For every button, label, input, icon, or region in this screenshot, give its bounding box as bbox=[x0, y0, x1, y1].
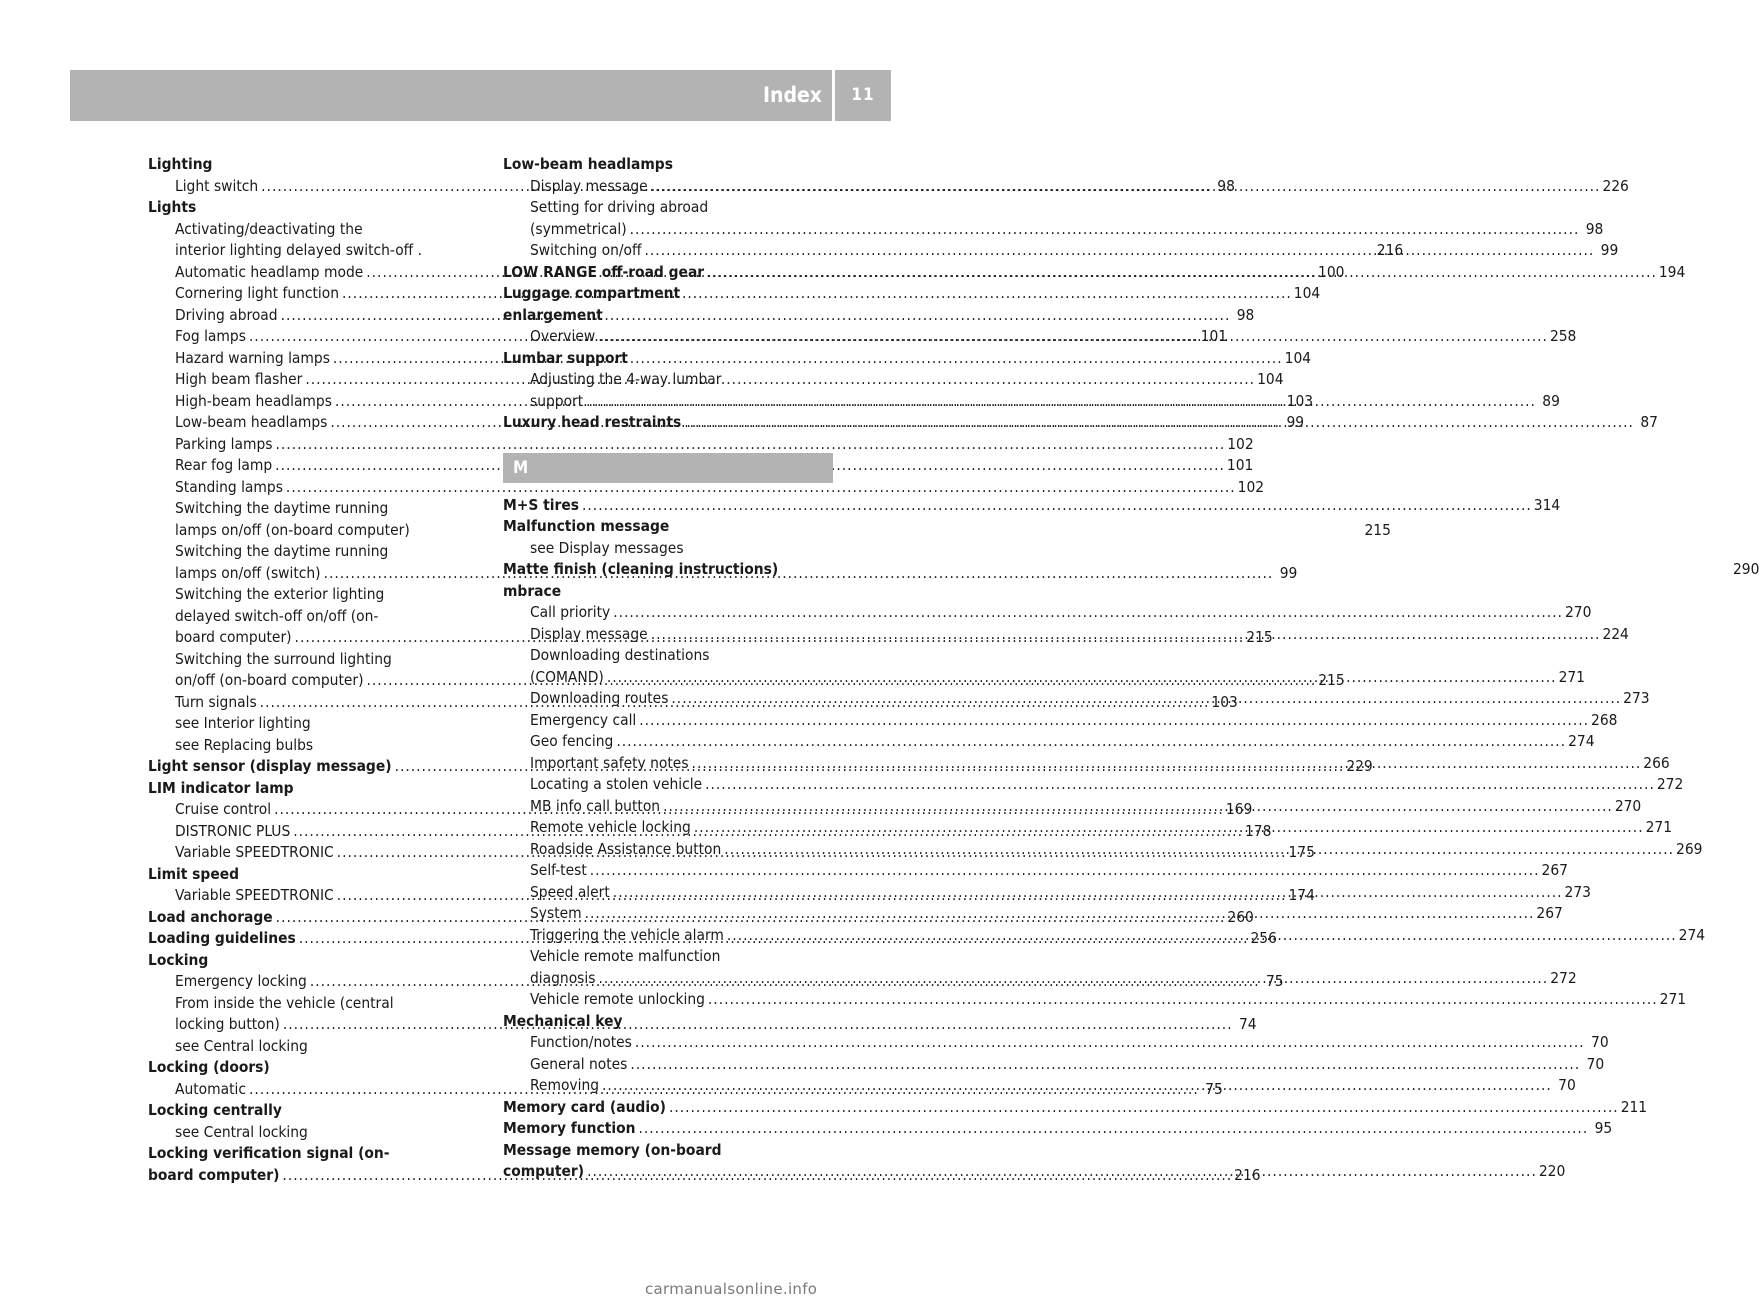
page-reference: 216 bbox=[1234, 1165, 1261, 1184]
index-subentry bbox=[503, 1054, 1605, 1076]
index-subentry bbox=[503, 989, 1687, 1011]
entry-text: Load anchorage bbox=[148, 907, 273, 926]
entry-text: MB info call button bbox=[530, 796, 661, 815]
index-line bbox=[148, 219, 478, 241]
dot-leader bbox=[590, 860, 1540, 882]
page-number: 11 bbox=[851, 85, 875, 105]
index-subentry bbox=[503, 1032, 1609, 1054]
index-subentry bbox=[503, 774, 1684, 796]
index-line bbox=[148, 950, 478, 972]
page-reference: 70 bbox=[1558, 1076, 1576, 1094]
entry-text: Downloading destinations bbox=[530, 646, 710, 664]
dot-leader bbox=[616, 731, 1566, 753]
index-line bbox=[148, 778, 478, 800]
index-line bbox=[148, 713, 478, 735]
index-entry bbox=[148, 1100, 478, 1122]
page-reference: 266 bbox=[1643, 753, 1670, 772]
entry-text: DISTRONIC PLUS bbox=[175, 821, 291, 840]
dot-leader bbox=[684, 412, 1634, 434]
entry-text: Function/notes bbox=[530, 1033, 632, 1051]
index-subentry bbox=[503, 860, 1568, 882]
page-reference: 271 bbox=[1558, 667, 1585, 686]
page-reference: 272 bbox=[1550, 968, 1577, 987]
entry-text: Locking verification signal (on- bbox=[148, 1144, 390, 1162]
entry-text: Geo fencing bbox=[530, 732, 614, 750]
entry-text: General notes bbox=[530, 1054, 628, 1073]
entry-text: see Interior lighting bbox=[175, 714, 311, 732]
index-line bbox=[148, 1100, 478, 1122]
index-line bbox=[148, 498, 478, 520]
page-reference: 101 bbox=[1200, 327, 1228, 345]
entry-text: Emergency locking bbox=[175, 972, 307, 990]
index-line bbox=[148, 649, 478, 671]
dot-leader bbox=[645, 240, 1595, 262]
entry-text: see Display messages bbox=[530, 538, 684, 557]
entry-text: mbrace bbox=[503, 581, 562, 600]
index-line bbox=[503, 602, 1592, 624]
index-subentry bbox=[503, 731, 1595, 753]
entry-text: Driving abroad bbox=[175, 305, 278, 324]
index-line bbox=[148, 154, 478, 176]
page-reference: 99 bbox=[1279, 563, 1298, 582]
dot-leader bbox=[639, 710, 1589, 732]
index-subentry bbox=[503, 538, 833, 560]
entry-text: Display message bbox=[530, 624, 648, 643]
entry-text: Mechanical key bbox=[503, 1011, 623, 1030]
entry-text: Variable SPEEDTRONIC bbox=[175, 843, 334, 861]
entry-text: (symmetrical) bbox=[530, 219, 627, 238]
index-entry bbox=[503, 581, 833, 603]
index-line bbox=[503, 369, 833, 391]
entry-text: Vehicle remote unlocking bbox=[530, 990, 705, 1008]
index-subentry bbox=[148, 455, 1254, 477]
index-line bbox=[503, 495, 1561, 517]
page-reference: 194 bbox=[1658, 262, 1686, 281]
index-line bbox=[148, 477, 1265, 499]
page-reference: 75 bbox=[1205, 1079, 1223, 1098]
dot-leader bbox=[707, 262, 1657, 284]
dot-leader bbox=[663, 796, 1613, 818]
index-entry bbox=[148, 950, 478, 972]
page-reference: 75 bbox=[1265, 972, 1284, 990]
entry-text: Roadside Assistance button bbox=[530, 839, 722, 858]
entry-text: Switching the daytime running bbox=[175, 499, 389, 517]
index-line bbox=[503, 283, 833, 305]
page-reference: 267 bbox=[1541, 861, 1568, 879]
index-line bbox=[503, 1118, 1613, 1140]
page-title: Index bbox=[762, 83, 822, 107]
entry-text: Speed alert bbox=[530, 882, 610, 901]
entry-text: Memory card (audio) bbox=[503, 1097, 666, 1116]
page-reference: 258 bbox=[1549, 327, 1577, 345]
entry-text: Lumbar support bbox=[503, 348, 628, 367]
entry-text: Parking lamps bbox=[175, 434, 273, 453]
entry-text: Malfunction message bbox=[503, 517, 670, 535]
index-line bbox=[148, 864, 478, 886]
index-line bbox=[148, 1143, 478, 1165]
entry-text: M+S tires bbox=[503, 495, 580, 514]
entry-text: Standing lamps bbox=[175, 477, 283, 496]
dot-leader bbox=[602, 1075, 1552, 1097]
page-reference: 256 bbox=[1250, 929, 1277, 947]
index-entry bbox=[503, 516, 833, 538]
index-entry bbox=[148, 778, 478, 800]
entry-text: Luggage compartment bbox=[503, 284, 681, 302]
entry-text: Hazard warning lamps bbox=[175, 348, 330, 367]
entry-text: Variable SPEEDTRONIC bbox=[175, 886, 334, 904]
entry-text: Setting for driving abroad bbox=[530, 198, 709, 216]
index-line bbox=[503, 989, 1687, 1011]
index-line bbox=[503, 348, 833, 370]
entry-text: Loading guidelines bbox=[148, 929, 296, 947]
entry-text: High beam flasher bbox=[175, 370, 303, 388]
index-line bbox=[503, 581, 833, 603]
index-line bbox=[503, 645, 833, 667]
page-reference: 224 bbox=[1602, 624, 1629, 643]
entry-text: enlargement bbox=[503, 305, 603, 324]
page-reference: 103 bbox=[1211, 692, 1238, 711]
index-subentry bbox=[148, 713, 478, 735]
entry-text: board computer) bbox=[148, 1165, 280, 1184]
entry-text: Cornering light function bbox=[175, 284, 340, 302]
index-subentry bbox=[503, 197, 1604, 240]
page-reference: 98 bbox=[1217, 176, 1235, 195]
entry-text: System bbox=[530, 904, 582, 922]
index-line bbox=[503, 1011, 833, 1033]
dot-leader bbox=[598, 968, 1548, 990]
entry-text: delayed switch-off on/off (on- bbox=[175, 606, 379, 625]
page-reference: 178 bbox=[1244, 821, 1272, 840]
page-reference: 274 bbox=[1568, 732, 1595, 750]
page-reference: 104 bbox=[1284, 348, 1312, 367]
page-reference: 271 bbox=[1645, 818, 1673, 836]
dot-leader bbox=[613, 882, 1563, 904]
entry-text: Activating/deactivating the bbox=[175, 219, 363, 238]
entry-text: Self-test bbox=[530, 861, 587, 879]
entry-text: Locking bbox=[148, 950, 209, 969]
page-reference: 229 bbox=[1346, 757, 1373, 775]
dot-leader bbox=[708, 989, 1658, 1011]
dot-leader bbox=[630, 219, 1580, 241]
entry-text: Important safety notes bbox=[530, 753, 689, 772]
entry-text: LOW RANGE off-road gear bbox=[503, 262, 705, 281]
page-reference: 174 bbox=[1288, 886, 1315, 904]
index-line bbox=[503, 1054, 1605, 1076]
entry-text: Triggering the vehicle alarm bbox=[530, 925, 724, 944]
entry-text: Low-beam headlamps bbox=[175, 413, 328, 431]
index-entry bbox=[503, 1118, 1613, 1140]
index-line bbox=[503, 1097, 1648, 1119]
entry-text: Light sensor (display message) bbox=[148, 757, 392, 775]
entry-text: see Replacing bulbs bbox=[175, 735, 314, 754]
dot-leader bbox=[635, 1032, 1585, 1054]
dot-leader bbox=[613, 602, 1563, 624]
dot-leader bbox=[671, 688, 1621, 710]
page-reference: 220 bbox=[1538, 1162, 1566, 1180]
dot-leader bbox=[692, 753, 1642, 775]
entry-text: Emergency call bbox=[530, 710, 637, 729]
index-entry bbox=[503, 1097, 1648, 1119]
page-reference: 270 bbox=[1564, 603, 1592, 621]
index-line bbox=[148, 541, 478, 563]
entry-text: Limit speed bbox=[148, 864, 240, 883]
entry-text: Rear fog lamp bbox=[175, 456, 273, 474]
entry-text: Downloading routes bbox=[530, 689, 669, 707]
index-line bbox=[503, 710, 1618, 732]
index-line bbox=[503, 946, 833, 968]
entry-text: Remote vehicle locking bbox=[530, 818, 691, 836]
page-reference: 98 bbox=[1236, 305, 1255, 324]
page-reference: 273 bbox=[1564, 882, 1591, 901]
page-reference: 260 bbox=[1227, 907, 1254, 926]
index-entry bbox=[148, 154, 478, 176]
entry-text: computer) bbox=[503, 1162, 585, 1180]
index-entry bbox=[503, 495, 1561, 517]
index-line bbox=[148, 1036, 478, 1058]
page-reference: 70 bbox=[1586, 1054, 1605, 1073]
entry-text: lamps on/off (switch) bbox=[175, 563, 321, 582]
page-reference: 95 bbox=[1594, 1119, 1613, 1137]
dot-leader bbox=[651, 176, 1601, 198]
index-entry bbox=[503, 1011, 833, 1033]
page-reference: 274 bbox=[1678, 925, 1706, 944]
dot-leader bbox=[651, 624, 1601, 646]
section-letter-bar: M bbox=[503, 453, 833, 483]
page-reference: 268 bbox=[1591, 710, 1618, 729]
entry-text: diagnosis bbox=[530, 968, 596, 987]
page-reference: 216 bbox=[1376, 241, 1404, 259]
entry-text: Vehicle remote malfunction bbox=[530, 947, 721, 965]
dot-leader bbox=[582, 495, 1532, 517]
index-line bbox=[148, 735, 478, 757]
entry-text: Display message bbox=[530, 176, 648, 195]
page-reference: 175 bbox=[1288, 843, 1315, 861]
entry-text: Luxury head restraints bbox=[503, 413, 682, 431]
page-reference: 226 bbox=[1602, 176, 1629, 195]
index-entry bbox=[503, 154, 833, 176]
index-line bbox=[148, 584, 478, 606]
dot-leader bbox=[669, 1097, 1619, 1119]
dot-leader bbox=[705, 774, 1655, 796]
page-reference: 269 bbox=[1676, 839, 1703, 858]
entry-text: Adjusting the 4-way lumbar bbox=[530, 370, 722, 388]
index-entry bbox=[503, 348, 833, 370]
index-subentry bbox=[503, 602, 1592, 624]
index-line bbox=[148, 1057, 478, 1079]
index-subentry bbox=[148, 1122, 478, 1144]
dot-leader bbox=[586, 391, 1536, 413]
dot-leader bbox=[694, 817, 1644, 839]
index-line bbox=[503, 197, 833, 219]
page-reference: 70 bbox=[1591, 1033, 1609, 1051]
entry-text: Call priority bbox=[530, 603, 611, 621]
index-line bbox=[148, 434, 1254, 456]
entry-text: Memory function bbox=[503, 1119, 636, 1137]
page-reference: 104 bbox=[1257, 370, 1284, 388]
entry-text: Turn signals bbox=[175, 692, 257, 711]
entry-text: see Central locking bbox=[175, 1122, 308, 1141]
entry-text: Message memory (on-board bbox=[503, 1140, 722, 1159]
index-line bbox=[503, 774, 1684, 796]
page-reference: 270 bbox=[1614, 796, 1642, 815]
page-reference: 102 bbox=[1237, 477, 1265, 496]
index-subentry bbox=[148, 434, 1254, 456]
dot-leader bbox=[587, 1161, 1537, 1183]
entry-text: Automatic bbox=[175, 1079, 247, 1098]
page-reference: 211 bbox=[1620, 1097, 1648, 1116]
index-entry bbox=[503, 283, 833, 326]
page-reference: 101 bbox=[1226, 456, 1254, 474]
index-line bbox=[148, 1122, 478, 1144]
index-subentry bbox=[148, 477, 1265, 499]
dot-leader bbox=[607, 667, 1557, 689]
entry-text: Removing bbox=[530, 1076, 600, 1094]
dot-leader bbox=[585, 903, 1535, 925]
dot-leader bbox=[598, 326, 1548, 348]
entry-text: Locking centrally bbox=[148, 1101, 282, 1119]
page-reference: 74 bbox=[1238, 1015, 1257, 1033]
page-reference: 215 bbox=[1246, 628, 1273, 646]
index-line bbox=[503, 538, 833, 560]
page-reference: 215 bbox=[1318, 671, 1345, 689]
index-line bbox=[503, 305, 833, 327]
entry-text: Overview bbox=[530, 327, 596, 345]
page-reference: 87 bbox=[1640, 413, 1658, 431]
entry-text: Matte finish (cleaning instructions) bbox=[503, 560, 779, 578]
index-subentry bbox=[148, 735, 478, 757]
page-reference: 100 bbox=[1318, 262, 1345, 281]
page-reference: 89 bbox=[1542, 391, 1560, 410]
dot-leader bbox=[724, 839, 1674, 861]
entry-text: (COMAND) bbox=[530, 667, 604, 686]
entry-text: Locking (doors) bbox=[148, 1058, 270, 1076]
page-reference: 103 bbox=[1286, 391, 1314, 410]
entry-text: board computer) bbox=[175, 628, 292, 646]
page-reference: 314 bbox=[1533, 495, 1561, 514]
index-entry bbox=[148, 864, 478, 886]
page-reference: 271 bbox=[1659, 990, 1687, 1008]
entry-text: Lights bbox=[148, 198, 197, 216]
entry-text: Lighting bbox=[148, 155, 213, 173]
index-line bbox=[148, 197, 478, 219]
entry-text: interior lighting delayed switch-off . bbox=[175, 241, 423, 259]
entry-text: Automatic headlamp mode bbox=[175, 262, 364, 281]
page-reference: 102 bbox=[1227, 434, 1254, 453]
page-reference: 290 bbox=[1733, 560, 1759, 578]
entry-text: Switching the exterior lighting bbox=[175, 585, 385, 603]
index-subentry bbox=[503, 710, 1618, 732]
page-reference: 215 bbox=[1364, 520, 1391, 539]
dot-leader bbox=[638, 1118, 1588, 1140]
index-line bbox=[503, 154, 833, 176]
entry-text: Locating a stolen vehicle bbox=[530, 775, 703, 793]
entry-text: locking button) bbox=[175, 1015, 280, 1033]
index-line bbox=[503, 1032, 1609, 1054]
page-reference: 98 bbox=[1585, 219, 1604, 238]
index-line bbox=[148, 993, 478, 1015]
entry-text: Cruise control bbox=[175, 800, 272, 818]
entry-text: Light switch bbox=[175, 176, 259, 195]
entry-text: support bbox=[530, 391, 584, 410]
index-line bbox=[148, 1165, 1261, 1187]
entry-text: Switching on/off bbox=[530, 241, 642, 259]
index-entry bbox=[148, 197, 478, 219]
entry-text: see Central locking bbox=[175, 1036, 308, 1055]
page-reference: 104 bbox=[1293, 284, 1321, 302]
index-line bbox=[503, 1140, 833, 1162]
page-reference: 99 bbox=[1286, 413, 1305, 431]
dot-leader bbox=[727, 925, 1677, 947]
entry-text: Switching the daytime running bbox=[175, 542, 389, 560]
entry-text: lamps on/off (on-board computer) bbox=[175, 520, 410, 539]
entry-text: Fog lamps bbox=[175, 327, 246, 345]
index-line bbox=[503, 731, 1595, 753]
entry-text: on/off (on-board computer) bbox=[175, 671, 364, 689]
entry-text: Switching the surround lighting bbox=[175, 649, 392, 668]
page-reference: 169 bbox=[1225, 800, 1253, 818]
entry-text: From inside the vehicle (central bbox=[175, 993, 394, 1012]
dot-leader bbox=[630, 1054, 1580, 1076]
index-line bbox=[503, 516, 833, 538]
entry-text: High-beam headlamps bbox=[175, 391, 332, 410]
page-reference: 272 bbox=[1656, 775, 1684, 793]
index-subentry bbox=[148, 1036, 478, 1058]
page-reference: 267 bbox=[1536, 904, 1563, 922]
watermark: carmanualsonline.info bbox=[645, 1280, 818, 1298]
index-line bbox=[503, 860, 1568, 882]
page-reference: 273 bbox=[1623, 689, 1650, 707]
index-entry bbox=[148, 1057, 478, 1079]
entry-text: LIM indicator lamp bbox=[148, 778, 294, 797]
page-reference: 99 bbox=[1600, 241, 1619, 259]
entry-text: Low-beam headlamps bbox=[503, 155, 673, 173]
index-line bbox=[148, 455, 1254, 477]
index-line bbox=[148, 606, 478, 628]
index-line bbox=[503, 219, 1604, 241]
